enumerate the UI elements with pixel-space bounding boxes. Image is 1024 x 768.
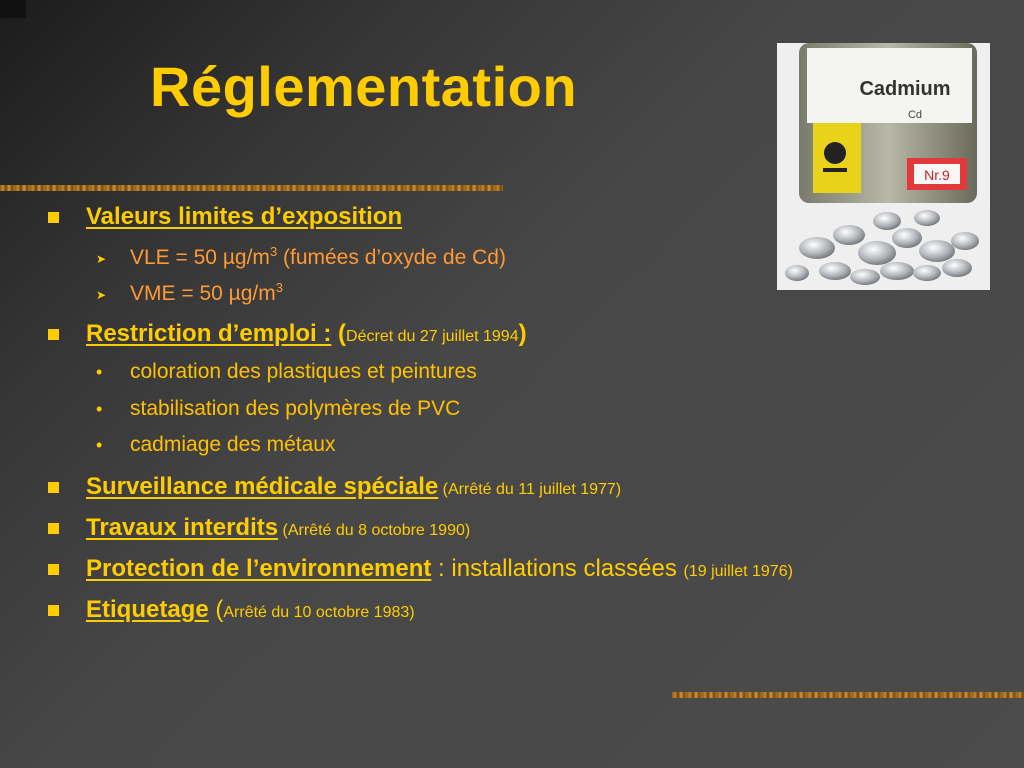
restriction-plastics: coloration des plastiques et peintures	[130, 360, 477, 383]
decorative-bar-top	[0, 185, 503, 191]
vle-value: VLE = 50 µg/m	[130, 246, 270, 269]
heading-medical-surveillance: Surveillance médicale spéciale	[86, 473, 439, 500]
environment-text: : installations classées	[431, 555, 684, 582]
heading-prohibited-work: Travaux interdits	[86, 514, 279, 541]
dot-bullet-icon: •	[96, 399, 103, 419]
restriction-plating: cadmiage des métaux	[130, 433, 336, 456]
skull-icon	[824, 142, 846, 164]
superscript: 3	[269, 244, 278, 259]
colon: :	[323, 320, 332, 347]
vme-value: VME = 50 µg/m	[130, 282, 276, 305]
jar-tag-text: Nr.9	[924, 167, 950, 183]
decorative-bar-bottom	[672, 692, 1024, 698]
cadmium-jar-photo	[777, 43, 990, 290]
square-bullet-icon	[48, 605, 59, 616]
heading-environment: Protection de l’environnement	[86, 555, 432, 582]
heading-labelling: Etiquetage	[86, 596, 209, 623]
square-bullet-icon	[48, 523, 59, 534]
arrow-bullet-icon: ➤	[96, 288, 107, 302]
corner-mark	[0, 0, 26, 18]
jar-label-text: Cadmium	[859, 78, 951, 100]
jar-label-symbol: Cd	[907, 109, 923, 121]
prohibited-note: (Arrêté du 8 octobre 1990)	[278, 522, 471, 539]
arrow-bullet-icon: ➤	[96, 252, 107, 266]
labelling-paren: (	[208, 596, 224, 623]
square-bullet-icon	[48, 329, 59, 340]
medical-note: (Arrêté du 11 juillet 1977)	[438, 481, 622, 498]
environment-note: (19 juillet 1976)	[683, 563, 793, 580]
vle-note: (fumées d’oxyde de Cd)	[277, 246, 506, 269]
restriction-pvc: stabilisation des polymères de PVC	[130, 397, 461, 420]
heading-restriction: Restriction d’emploi	[86, 320, 324, 347]
superscript: 3	[275, 280, 283, 295]
labelling-note: Arrêté du 10 octobre 1983)	[223, 604, 415, 621]
restriction-note: Décret du 27 juillet 1994	[346, 328, 519, 345]
dot-bullet-icon: •	[96, 362, 103, 382]
paren-close: )	[518, 320, 527, 347]
paren-open: (	[331, 320, 347, 347]
square-bullet-icon	[48, 564, 59, 575]
slide-title: Réglementation	[150, 55, 578, 118]
dot-bullet-icon: •	[96, 435, 103, 455]
heading-exposure-limits: Valeurs limites d’exposition	[86, 203, 403, 230]
square-bullet-icon	[48, 482, 59, 493]
cadmium-jar-illustration	[777, 43, 990, 290]
square-bullet-icon	[48, 212, 59, 223]
